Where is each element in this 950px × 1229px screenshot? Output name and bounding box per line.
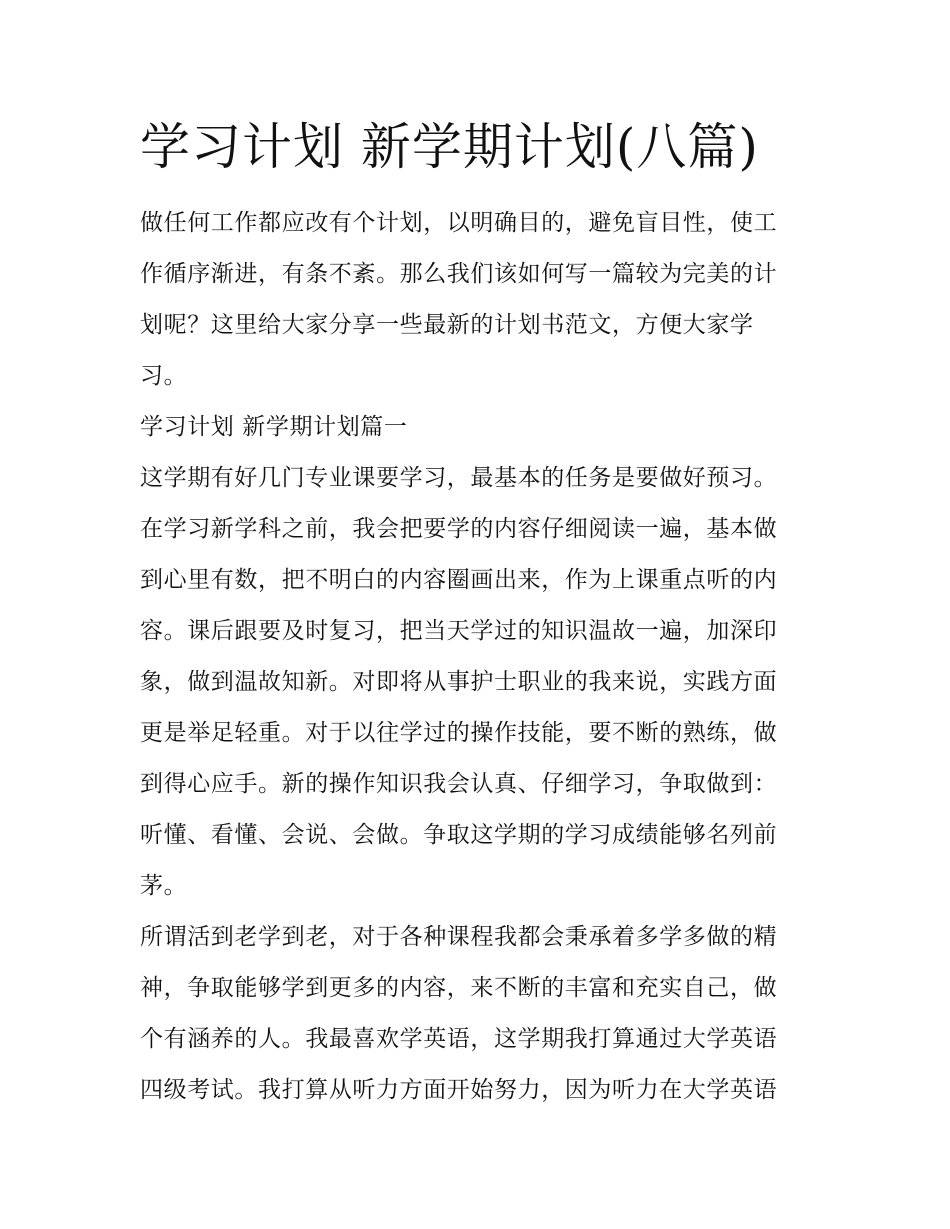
paragraph-line: 四级考试。我打算从听力方面开始努力，因为听力在大学英语: [140, 1077, 778, 1103]
paragraph-line: 在学习新学科之前，我会把要学的内容仔细阅读一遍，基本做: [140, 516, 778, 542]
intro-line: 习。: [140, 363, 188, 389]
paragraph-line: 到得心应手。新的操作知识我会认真、仔细学习，争取做到：: [140, 771, 778, 797]
paragraph-line: 象，做到温故知新。对即将从事护士职业的我来说，实践方面: [140, 669, 778, 695]
intro-line: 划呢？这里给大家分享一些最新的计划书范文，方便大家学: [140, 312, 754, 338]
paragraph-line: 神，争取能够学到更多的内容，来不断的丰富和充实自己，做: [140, 975, 778, 1001]
paragraph-line: 更是举足轻重。对于以往学过的操作技能，要不断的熟练，做: [140, 720, 778, 746]
paragraph-line: 个有涵养的人。我最喜欢学英语，这学期我打算通过大学英语: [140, 1026, 778, 1052]
intro-line: 作循序渐进，有条不紊。那么我们该如何写一篇较为完美的计: [140, 261, 778, 287]
paragraph-line: 所谓活到老学到老，对于各种课程我都会秉承着多学多做的精: [140, 924, 778, 950]
section-heading: 学习计划 新学期计划篇一: [140, 414, 408, 440]
document-title: 学习计划 新学期计划(八篇): [140, 118, 759, 176]
paragraph-line: 到心里有数，把不明白的内容圈画出来，作为上课重点听的内: [140, 567, 778, 593]
intro-line: 做任何工作都应改有个计划，以明确目的，避免盲目性，使工: [140, 210, 778, 236]
paragraph-line: 茅。: [140, 873, 188, 899]
paragraph-line: 容。课后跟要及时复习，把当天学过的知识温故一遍，加深印: [140, 618, 778, 644]
document-body: [140, 198, 820, 1116]
paragraph-line: 这学期有好几门专业课要学习，最基本的任务是要做好预习。: [140, 465, 778, 491]
paragraph-line: 听懂、看懂、会说、会做。争取这学期的学习成绩能够名列前: [140, 822, 778, 848]
